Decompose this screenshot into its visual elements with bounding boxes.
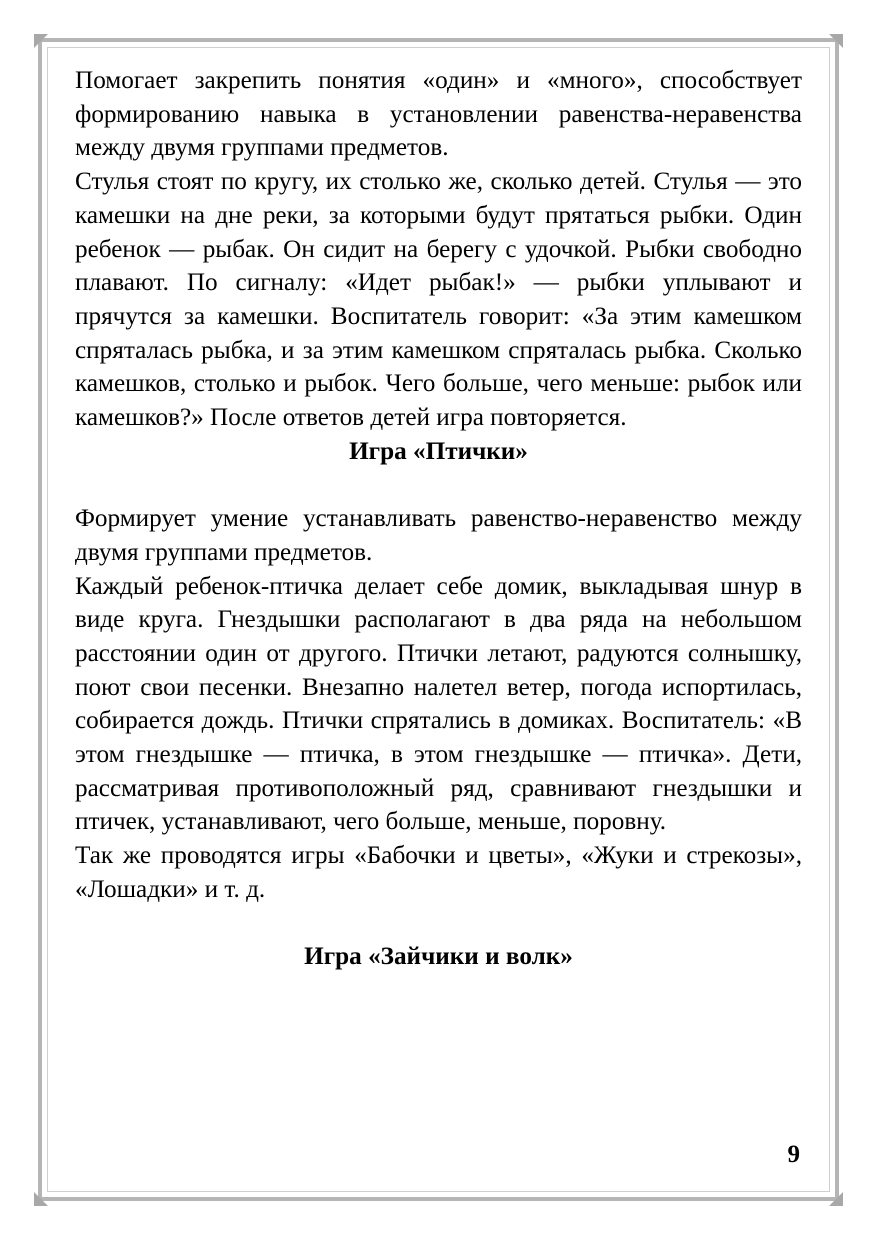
section-heading-birds-game: Игра «Птички»	[349, 437, 528, 465]
birds-game-description: Каждый ребенок-птичка делает себе домик, выкладывая шнур в виде круга. Гнездышки располагают в два ряда на небольшом расстоянии один от другого. Птички летают, радуются солнышку, поют свои песенки. Внезапно налетел ветер, погода испортилась, собирается дождь. Птички спрятались в домиках. Воспитатель: «В этом гнездышке — птичка, в этом гнездышке — птичка». Дети, рассматривая противоположный ряд, сравнивают гнездышки и птичек, устанавливают, чего больше, меньше, поровну.	[75, 572, 802, 836]
section-heading-bunnies-wolf-game: Игра «Зайчики и волк»	[304, 943, 573, 971]
frame-corner-top-right	[829, 34, 843, 48]
fishing-game-description: Стулья стоят по кругу, их столько же, сколько детей. Стулья — это камешки на дне реки, за которыми будут прятаться рыбки. Один ребенок — рыбак. Он сидит на берегу с удочкой. Рыбки свободно плавают. По сигналу: «Идет рыбак!» — рыбки уплывают и прячутся за камешки. Воспитатель говорит: «За этим камешком спряталась рыбка, и за этим камешком спряталась рыбка. Сколько камешков, столько и рыбок. Чего больше, чего меньше: рыбок или камешков?» После ответов детей игра повторяется.	[75, 168, 802, 432]
spacer	[75, 468, 802, 502]
frame-corner-top-left	[34, 34, 48, 48]
page-number: 9	[787, 1141, 800, 1168]
page-body	[75, 64, 802, 974]
frame-corner-bottom-left	[34, 1192, 48, 1206]
spacer	[75, 907, 802, 941]
intro-paragraph: Помогает закрепить понятия «один» и «много», способствует формированию навыка в установлении равенства-неравенства между двумя группами предметов.	[75, 67, 802, 162]
birds-game-goal: Формирует умение устанавливать равенство-неравенство между двумя группами предметов.	[75, 505, 802, 566]
frame-corner-bottom-right	[829, 1192, 843, 1206]
similar-games-note: Так же проводятся игры «Бабочки и цветы», «Жуки и стрекозы», «Лошадки» и т. д.	[75, 842, 802, 903]
